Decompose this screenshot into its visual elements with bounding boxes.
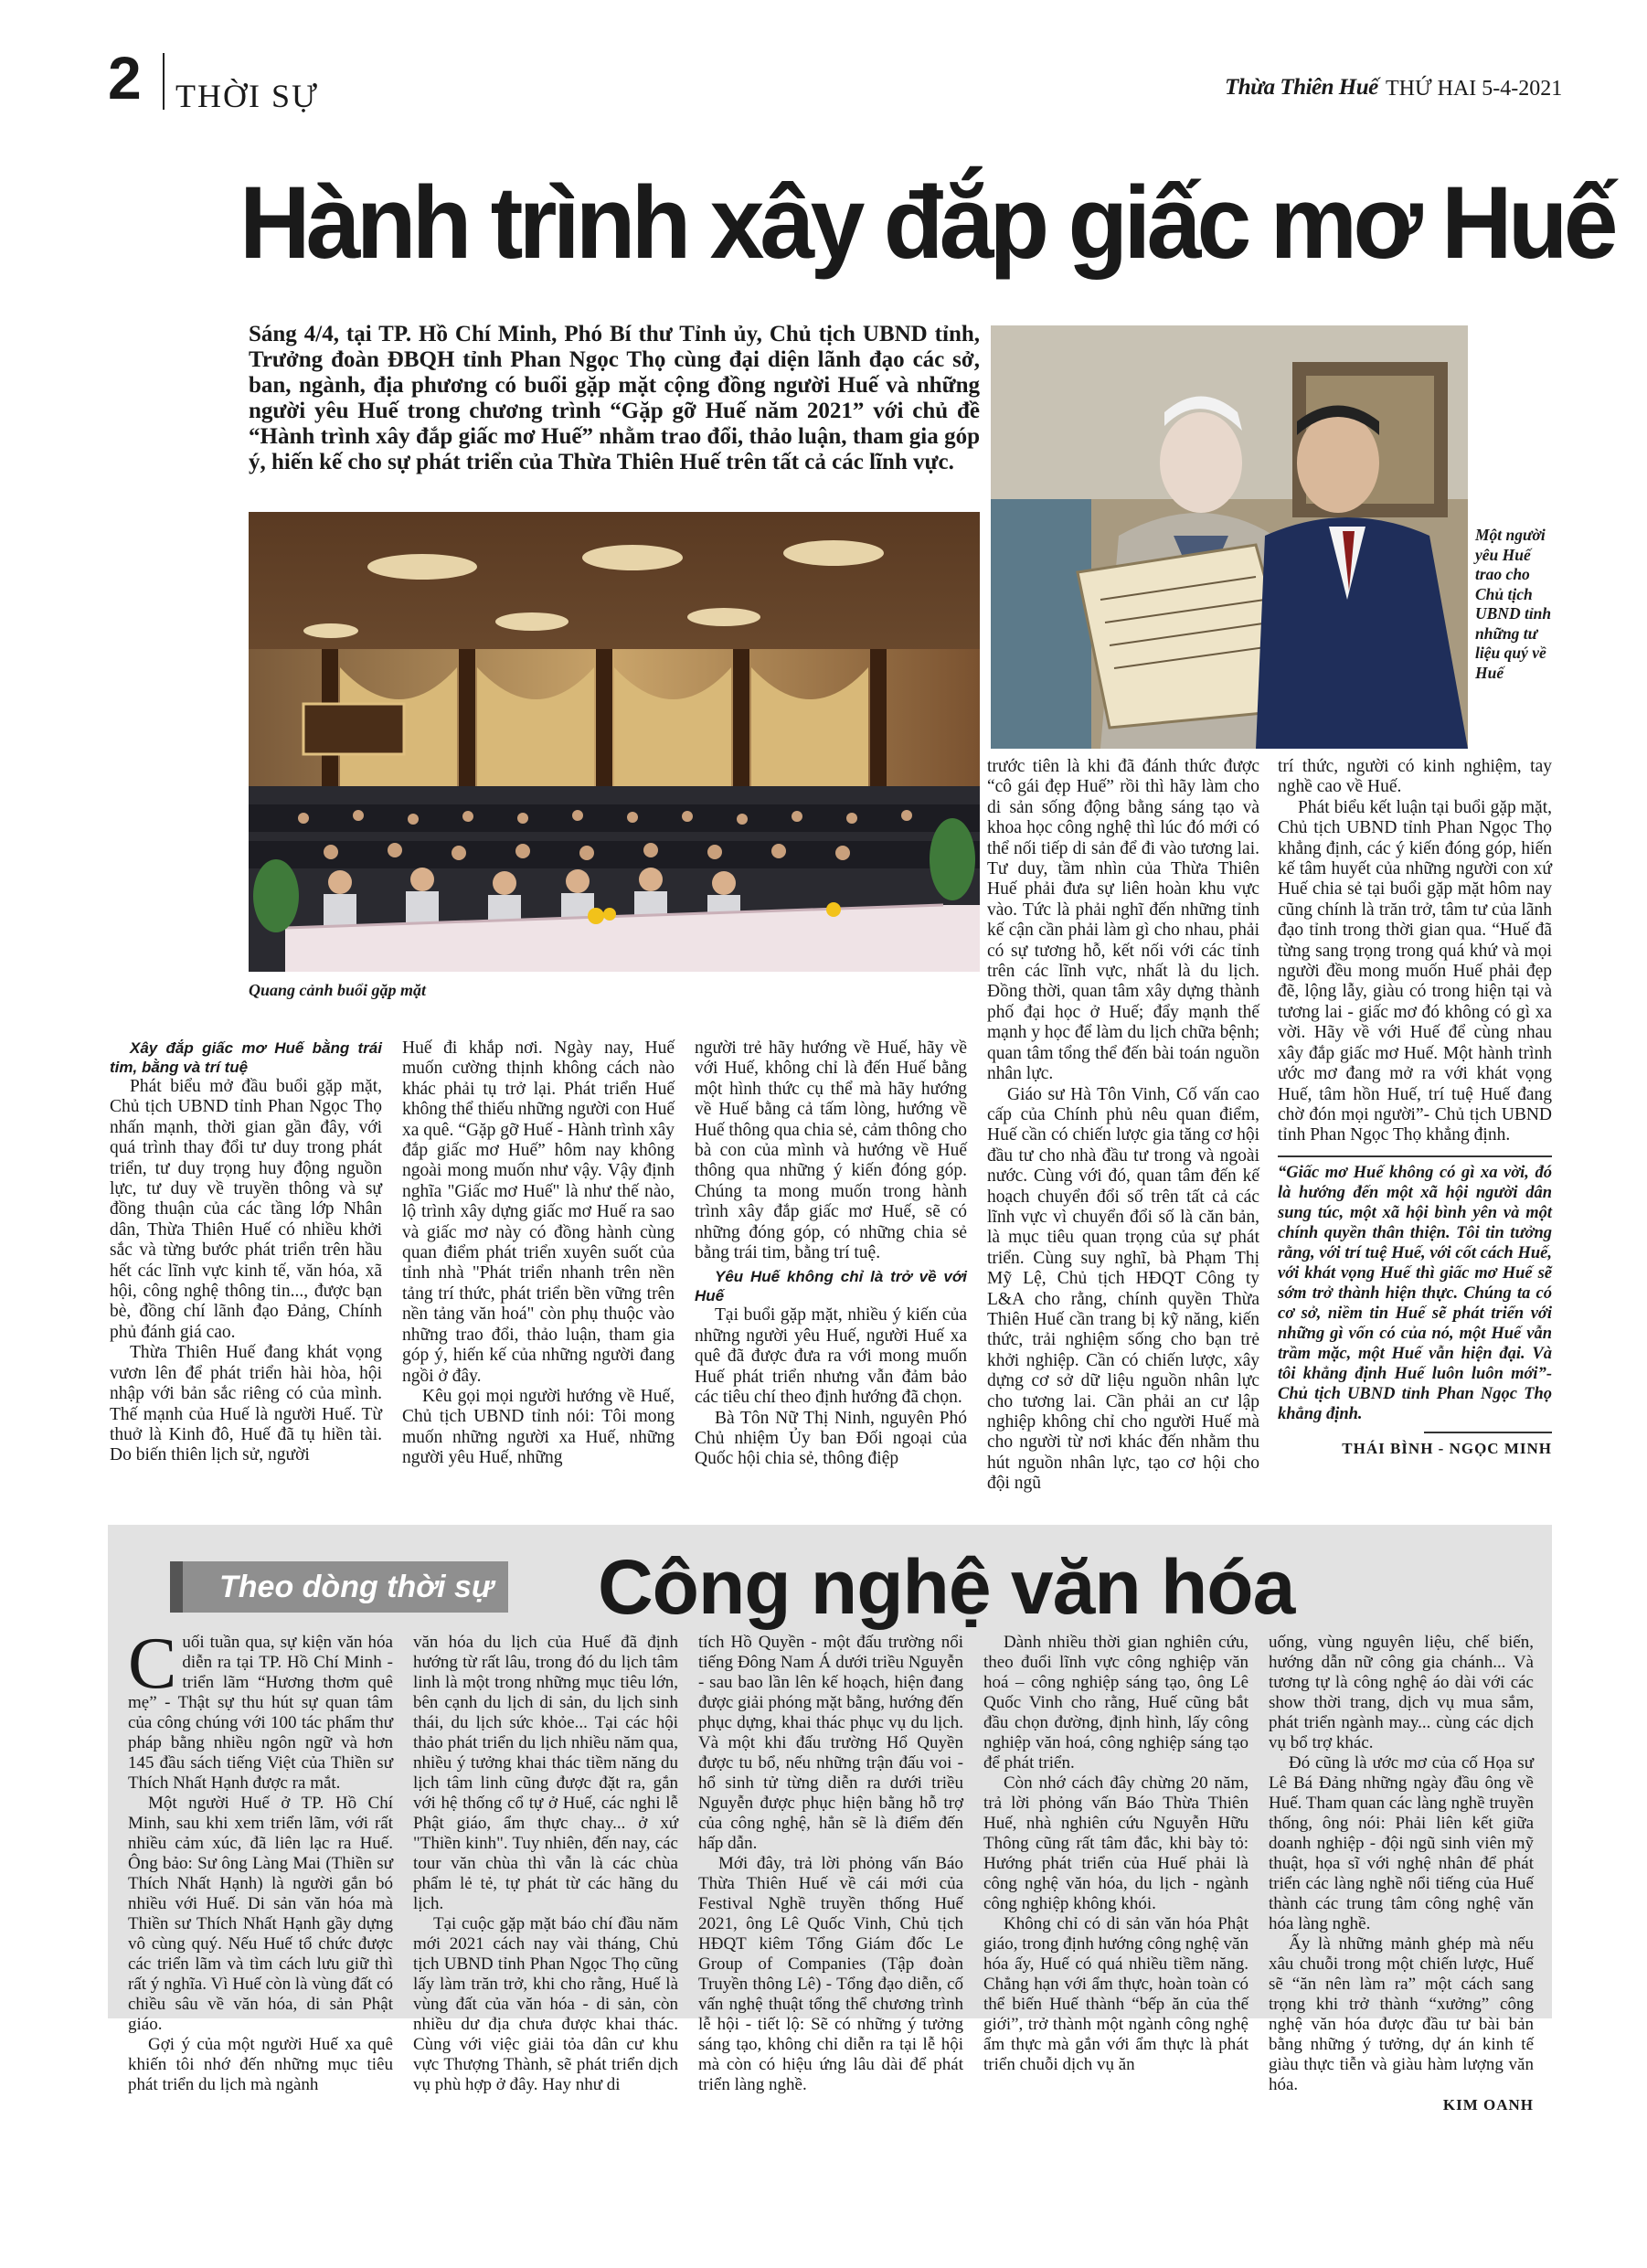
- commentary-byline: KIM OANH: [1442, 2096, 1534, 2114]
- drop-cap: C: [128, 1624, 177, 1704]
- paragraph: Kêu gọi mọi người hướng về Huế, Chủ tịch UBND tỉnh nói: Tôi mong muốn những người xa Huế, những người yêu Huế, những: [402, 1386, 675, 1468]
- paragraph: uối tuần qua, sự kiện văn hóa diễn ra tại TP. Hồ Chí Minh - triển lãm “Hương thơm quê mẹ” - Thật sự thu hút sự quan tâm của công chúng với 100 tác phẩm thư pháp bằng nhiều ngôn ngữ và hơn 145 đầu sách tiếng Việt của Thiền sư Thích Nhất Hạnh được ra mắt.: [128, 1633, 393, 1793]
- newspaper-name: Thừa Thiên Huế: [1225, 75, 1378, 100]
- pull-quote: “Giấc mơ Huế không có gì xa vời, đó là hướng đến một xã hội người dân sung túc, một xã hội bình yên và một chính quyền thân thiện. Tôi tin tưởng rằng, với trí tuệ Huế, với cốt cách Huế, với khát vọng Huế thì giấc mơ Huế sẽ sớm trở thành hiện thực. Chúng ta có cơ sở, niềm tin Huế sẽ phát triển với những gì vốn có của nó, một Huế vẫn trầm mặc, một Huế vẫn hiện đại. Và tôi khẳng định Huế luôn luôn mới”- Chủ tịch UBND tỉnh Phan Ngọc Thọ khẳng định.: [1278, 1163, 1552, 1423]
- paragraph: văn hóa du lịch của Huế đã định hướng từ rất lâu, trong đó du lịch tâm linh là một trong những mục tiêu lớn, bên cạnh du lịch di sản, du lịch sinh thái, du lịch sức khỏe... Tại các hội thảo phát triển du lịch nhiều năm qua, nhiều ý tưởng khai thác tiềm năng du lịch tâm linh cũng được đặt ra, gắn với hệ thống cổ tự ở Huế, các nghi lễ Phật giáo, ẩm thực chay... ở xứ "Thiền kinh". Tuy nhiên, đến nay, các tour văn chùa thì vẫn là các chùa phẩm lẻ tẻ, tự phát từ các hãng du lịch.: [413, 1633, 678, 1913]
- commentary-column-3: [698, 1633, 963, 2094]
- column-label-text: Theo dòng thời sự: [219, 1570, 494, 1604]
- document-handover-image: [991, 325, 1468, 749]
- paragraph: Đó cũng là ước mơ của cố Họa sư Lê Bá Đảng những ngày đầu ông về Huế. Tham quan các làng nghề truyền thống, ông nói: Phải liên kết giữa doanh nghiệp - đội ngũ sinh viên mỹ thuật, họa sĩ với nghệ nhân để phát triển các làng nghề nổi tiếng của Huế thành các trung tâm công nghệ văn hóa làng nghề.: [1269, 1753, 1534, 1933]
- conference-hall-image: [249, 512, 980, 972]
- article-column-2: [402, 1038, 675, 1514]
- paragraph: người trẻ hãy hướng về Huế, hãy về với Huế, không chỉ là đến Huế bằng một hình thức cụ thể mà hãy hướng về Huế bằng cả tấm lòng, hướng về Huế thông qua chia sẻ, cảm thông cho bà con của mình và hướng về Huế thông qua những ý kiến đóng góp. Chúng ta mong muốn trong hành trình xây đắp giấc mơ Huế, sẽ có những đóng góp, có những chia sẻ bằng trái tim, bằng trí tuệ.: [695, 1038, 967, 1263]
- paragraph: Huế đi khắp nơi. Ngày nay, Huế muốn cường thịnh không cách nào khác phải tụ trở lại. Phát triển Huế không thể thiếu những người con Huế xa quê. “Gặp gỡ Huế - Hành trình xây đắp giấc mơ Huế” hôm nay không ngoài mong muốn như vậy. Vậy định nghĩa "Giấc mơ Huế" là như thế nào, lộ trình xây dựng giấc mơ Huế ra sao và giấc mơ này có đồng hành cùng quan điểm phát triển xuyên suốt của tỉnh nhà "Phát triển nhanh trên nền tảng trí thức, phát triển bền vững trên nền tảng văn hoá" còn phụ thuộc vào những trao đổi, thảo luận, tham gia góp ý, hiến kế của những người đang ngồi ở đây.: [402, 1038, 675, 1386]
- paragraph: Tại cuộc gặp mặt báo chí đầu năm mới 2021 cách nay vài tháng, Chủ tịch UBND tỉnh Phan Ngọc Thọ cũng lấy làm trăn trở, khi cho rằng, Huế là vùng đất của văn hóa - di sản, còn nhiều dư địa chưa được khai thác. Cùng với việc giải tỏa dân cư khu vực Thượng Thành, sẽ phát triển dịch vụ phù hợp ở đây. Hay như di: [413, 1914, 678, 2094]
- issue-date: THỨ HAI 5-4-2021: [1386, 77, 1563, 101]
- article-lead: Sáng 4/4, tại TP. Hồ Chí Minh, Phó Bí thư Tỉnh ủy, Chủ tịch UBND tỉnh, Trưởng đoàn ĐBQH tỉnh Phan Ngọc Thọ cùng đại diện lãnh đạo các sở, ban, ngành, địa phương có buổi gặp mặt cộng đồng người Huế và những người yêu Huế trong chương trình “Gặp gỡ Huế năm 2021” với chủ đề “Hành trình xây đắp giấc mơ Huế” nhằm trao đổi, thảo luận, tham gia góp ý, hiến kế cho sự phát triển của Thừa Thiên Huế trên tất cả các lĩnh vực.: [249, 322, 980, 474]
- paragraph: Một người Huế ở TP. Hồ Chí Minh, sau khi xem triển lãm, với rất nhiều cảm xúc, đã liên lạc ra Huế. Ông bảo: Sư ông Làng Mai (Thiền sư Thích Nhất Hạnh) là người gắn bó nhiều với Huế. Di sản văn hóa mà Thiền sư Thích Nhất Hạnh gầy dựng vô cùng quý. Nếu Huế tổ chức được các triển lãm và tìm cách lưu giữ thì rất ý nghĩa. Vì Huế còn là vùng đất có chiều sâu về văn hóa, di sản Phật giáo.: [128, 1794, 393, 2034]
- commentary-column-4: [983, 1633, 1249, 2074]
- paragraph: Thừa Thiên Huế đang khát vọng vươn lên để phát triển hài hòa, hội nhập với bản sắc riêng có của mình. Thế mạnh của Huế là người Huế. Từ thuở là Kinh đô, Huế đã tụ hiền tài. Do biến thiên lịch sử, người: [110, 1343, 382, 1465]
- paragraph: Giáo sư Hà Tôn Vinh, Cố vấn cao cấp của Chính phủ nêu quan điểm, Huế cần có chiến lược gia tăng cơ hội đầu tư cho nhà đầu tư trong và ngoài nước. Cùng với đó, quan tâm đến kế hoạch chuyển đổi số trên tất cả các lĩnh vực vì chuyển đổi số là căn bản, là mục tiêu quan trọng của sự phát triển. Cùng suy nghĩ, bà Phạm Thị Mỹ Lệ, Chủ tịch HĐQT Công ty L&A cho rằng, chính quyền Thừa Thiên Huế cần trang bị kỹ năng, kiến thức, trải nghiệm sống cho bạn trẻ khởi nghiệp. Cần có chiến lược, xây dựng cơ sở dữ liệu nguồn nhân lực cho tương lai. Cần phải an cư lập nghiệp không chỉ cho người Huế mà cho người từ nơi khác đến nhằm thu hút nguồn nhân lực, tạo cơ hội cho đội ngũ: [987, 1084, 1259, 1494]
- header-divider: [163, 53, 165, 110]
- article-column-3: [695, 1038, 967, 1514]
- section-name: THỜI SỰ: [175, 78, 319, 114]
- paragraph: trước tiên là khi đã đánh thức được “cô gái đẹp Huế” rồi thì hãy làm cho di sản sống động bằng sáng tạo và khoa học công nghệ thì lúc đó mới có thể nối tiếp di sản để đi vào tương lai. Tư duy, tầm nhìn của Thừa Thiên Huế phải đưa sự liên hoàn khu vực vào. Tức là phải nghĩ đến những tỉnh kế cận cần phải làm gì cho nhau, phải có sự tương hỗ, kết nối với các tỉnh trên các lĩnh vực, nhất là du lịch. Đồng thời, quan tâm xây dựng thành phố đại học ở Huế; đẩy mạnh thế mạnh y học để làm du lịch chữa bệnh; quan tâm tổng thể đến bài toán nguồn nhân lực.: [987, 757, 1259, 1084]
- main-photo-caption: Quang cảnh buổi gặp mặt: [249, 981, 427, 999]
- commentary-column-1: [128, 1624, 393, 2094]
- side-photo: [991, 325, 1468, 749]
- paragraph: Gợi ý của một người Huế xa quê khiến tôi nhớ đến những mục tiêu phát triển du lịch mà ngành: [128, 2035, 393, 2094]
- paragraph: Còn nhớ cách đây chừng 20 năm, trả lời phỏng vấn Báo Thừa Thiên Huế, nhà nghiên cứu Nguyễn Hữu Thông cũng rất tâm đắc, khi bày tỏ: Hướng phát triển của Huế phải là công nghệ văn hóa, du lịch - ngành công nghiệp không khói.: [983, 1773, 1249, 1913]
- article-column-5: [1278, 757, 1552, 1514]
- subheading-1: Xây đắp giấc mơ Huế bằng trái tim, bằng và trí tuệ: [110, 1039, 382, 1076]
- article-title: Hành trình xây đắp giấc mơ Huế: [239, 165, 1614, 280]
- commentary-title: Công nghệ văn hóa: [598, 1544, 1295, 1630]
- article-column-1: [110, 1038, 382, 1514]
- page-number: 2: [108, 44, 142, 112]
- main-photo: [249, 512, 980, 972]
- paragraph: trí thức, người có kinh nghiệm, tay nghề cao về Huế.: [1278, 757, 1552, 797]
- side-photo-caption: Một người yêu Huế trao cho Chủ tịch UBND tỉnh những tư liệu quý về Huế: [1475, 526, 1552, 682]
- subheading-2: Yêu Huế không chỉ là trở về với Huế: [695, 1268, 967, 1305]
- paragraph: Bà Tôn Nữ Thị Ninh, nguyên Phó Chủ nhiệm Ủy ban Đối ngoại của Quốc hội chia sẻ, thông điệp: [695, 1408, 967, 1469]
- paragraph: uống, vùng nguyên liệu, chế biến, hướng dẫn nữ công gia chánh... Và tương tự là công nghệ áo dài với các show thời trang, dịch vụ mua sắm, phát triển ngành may... cùng các dịch vụ bổ trợ khác.: [1269, 1633, 1534, 1752]
- article-column-4: [987, 757, 1259, 1514]
- paragraph: Phát biểu kết luận tại buổi gặp mặt, Chủ tịch UBND tỉnh Phan Ngọc Thọ khẳng định, các ý kiến đóng góp, hiến kế tâm huyết của những người con xứ Huế chia sẻ tại buổi gặp mặt hôm nay cũng chính là trăn trở, tâm tư của lãnh đạo tỉnh trong thời gian qua. “Huế đã từng sang trọng trong quá khứ và mọi người đều mong muốn Huế phải đẹp đẽ, lộng lẫy, giàu có trong hiện tại và tương lai - giấc mơ đó không có gì xa vời. Hãy về với Huế để cùng nhau xây đắp giấc mơ Huế. Một hành trình ước mơ đang mở ra với khát vọng Huế, tâm hồn Huế, trí tuệ Huế đang chờ đón mọi người”- Chủ tịch UBND tỉnh Phan Ngọc Thọ khẳng định.: [1278, 797, 1552, 1145]
- paragraph: Dành nhiều thời gian nghiên cứu, theo đuổi lĩnh vực công nghiệp văn hoá – công nghiệp sáng tạo, ông Lê Quốc Vinh cho rằng, Huế cũng bắt đầu chọn đường, định hình, lấy công nghiệp văn hoá, công nghiệp sáng tạo để phát triển.: [983, 1633, 1249, 1773]
- paragraph: Phát biểu mở đầu buổi gặp mặt, Chủ tịch UBND tỉnh Phan Ngọc Thọ nhấn mạnh, thời gian gần đây, với quá trình thay đổi tư duy trong phát triển, tư duy trọng huy động nguồn lực, tư duy về truyền thông và sự đồng thuận của các tầng lớp Nhân dân, Thừa Thiên Huế có nhiều khởi sắc và từng bước phát triển trên hầu hết các lĩnh vực kinh tế, văn hóa, xã hội, công nghệ thông tin..., được bạn bè, đồng chí lãnh đạo Đảng, Chính phủ đánh giá cao.: [110, 1077, 382, 1342]
- paragraph: Tại buổi gặp mặt, nhiều ý kiến của những người yêu Huế, người Huế xa quê đã được đưa ra với mong muốn Huế phát triển nhưng vẫn đảm bảo các tiêu chí theo định hướng đã chọn.: [695, 1305, 967, 1408]
- paragraph: tích Hồ Quyền - một đấu trường nổi tiếng Đông Nam Á dưới triều Nguyễn - sau bao lần lên kế hoạch, hiện đang được giải phóng mặt bằng, hướng đến phục dựng, khai thác phục vụ du lịch. Và một khi đấu trường Hổ Quyền được tu bổ, nếu những trận đấu voi - hổ sinh tử từng diễn ra dưới triều Nguyễn được phục hiện bằng hỗ trợ của công nghệ, hẳn sẽ là điểm đến hấp dẫn.: [698, 1633, 963, 1853]
- paragraph: Ấy là những mảnh ghép mà nếu xâu chuỗi trong một chiến lược, Huế sẽ “ăn nên làm ra” một cách sang trọng khi trở thành “xưởng” công nghệ văn hóa được đầu tư bài bản bằng những ý tưởng, dự án kinh tế giàu thực tiễn và giàu hàm lượng văn hóa.: [1269, 1934, 1534, 2094]
- commentary-column-5: [1269, 1633, 1534, 2114]
- paragraph: Không chỉ có di sản văn hóa Phật giáo, trong định hướng công nghệ văn hóa ấy, Huế có quá nhiều tiềm năng. Chẳng hạn với ẩm thực, hoàn toàn có thể biến Huế thành “bếp ăn của thế giới”, trở thành một ngành công nghệ ẩm thực mà gắn với ẩm thực là phát triển chuỗi dịch vụ ăn: [983, 1914, 1249, 2074]
- paragraph: Mới đây, trả lời phỏng vấn Báo Thừa Thiên Huế về cái mới của Festival Nghề truyền thống Huế 2021, ông Lê Quốc Vinh, Chủ tịch HĐQT kiêm Tổng Giám đốc Le Group of Companies (Tập đoàn Truyền thông Lê) - Tổng đạo diễn, cố vấn nghệ thuật tổng thể chương trình lễ hội - tiết lộ: Sẽ có những ý tưởng sáng tạo, không chỉ diễn ra tại lễ hội mà còn có hiệu ứng lâu dài để phát triển làng nghề.: [698, 1854, 963, 2094]
- column-label: [170, 1561, 508, 1613]
- article-byline: THÁI BÌNH - NGỌC MINH: [1342, 1439, 1552, 1457]
- commentary-column-2: [413, 1633, 678, 2094]
